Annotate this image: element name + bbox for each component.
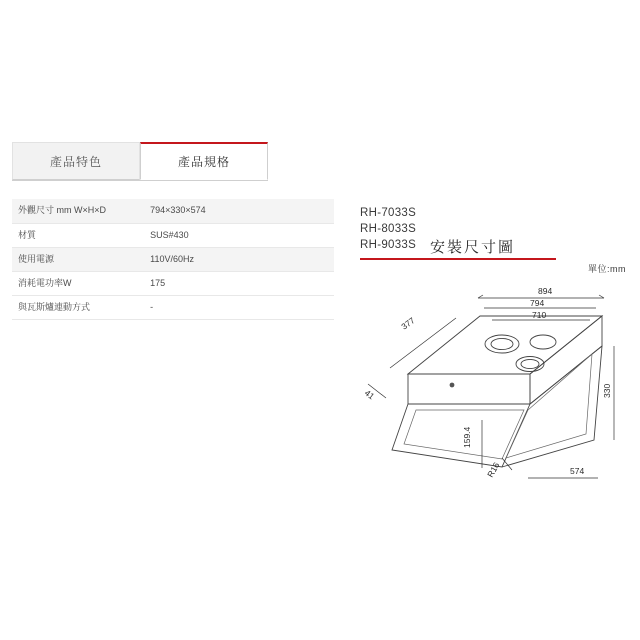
- title-underline: [360, 258, 556, 260]
- tab-features-label: 產品特色: [49, 154, 102, 169]
- dim-bottom-right: 574: [570, 466, 585, 476]
- spec-value: 175: [144, 271, 334, 295]
- spec-table: [12, 199, 334, 320]
- spec-value: 794×330×574: [144, 199, 334, 223]
- diagram-drawing: [352, 272, 630, 520]
- spec-label: 材質: [12, 223, 144, 247]
- tab-features[interactable]: [12, 142, 140, 180]
- dim-top-inner: 710: [532, 310, 547, 320]
- spec-label: 與瓦斯爐連動方式: [12, 295, 144, 319]
- dim-depth: 377: [399, 315, 417, 332]
- table-row: [12, 199, 334, 223]
- tab-specs[interactable]: [140, 142, 268, 180]
- spec-value: -: [144, 295, 334, 319]
- spec-label: 外觀尺寸 mm W×H×D: [12, 199, 144, 223]
- table-row: [12, 223, 334, 247]
- installation-diagram: [352, 200, 630, 520]
- dim-height-right: 330: [602, 383, 612, 398]
- tab-bar: [12, 142, 268, 181]
- dim-radius: R16: [485, 460, 502, 479]
- model-name: RH-9033S: [360, 239, 417, 251]
- dim-top-mid: 794: [530, 298, 545, 308]
- model-name: RH-7033S: [360, 207, 417, 219]
- table-row: [12, 247, 334, 271]
- spec-value: 110V/60Hz: [144, 247, 334, 271]
- dim-lower-left: 159.4: [462, 426, 472, 448]
- spec-label: 消耗電功率W: [12, 271, 144, 295]
- model-name: RH-8033S: [360, 223, 417, 235]
- diagram-title: 安裝尺寸圖: [430, 239, 516, 256]
- dim-top-outer: 894: [538, 286, 553, 296]
- hood-line-drawing: [352, 272, 630, 520]
- table-row: [12, 295, 334, 319]
- tab-specs-label: 產品規格: [177, 155, 230, 169]
- spec-label: 使用電源: [12, 247, 144, 271]
- model-list: [360, 205, 416, 253]
- unit-label: 單位:mm: [588, 264, 626, 274]
- spec-value: SUS#430: [144, 223, 334, 247]
- dim-height-left: 41: [362, 387, 377, 402]
- table-row: [12, 271, 334, 295]
